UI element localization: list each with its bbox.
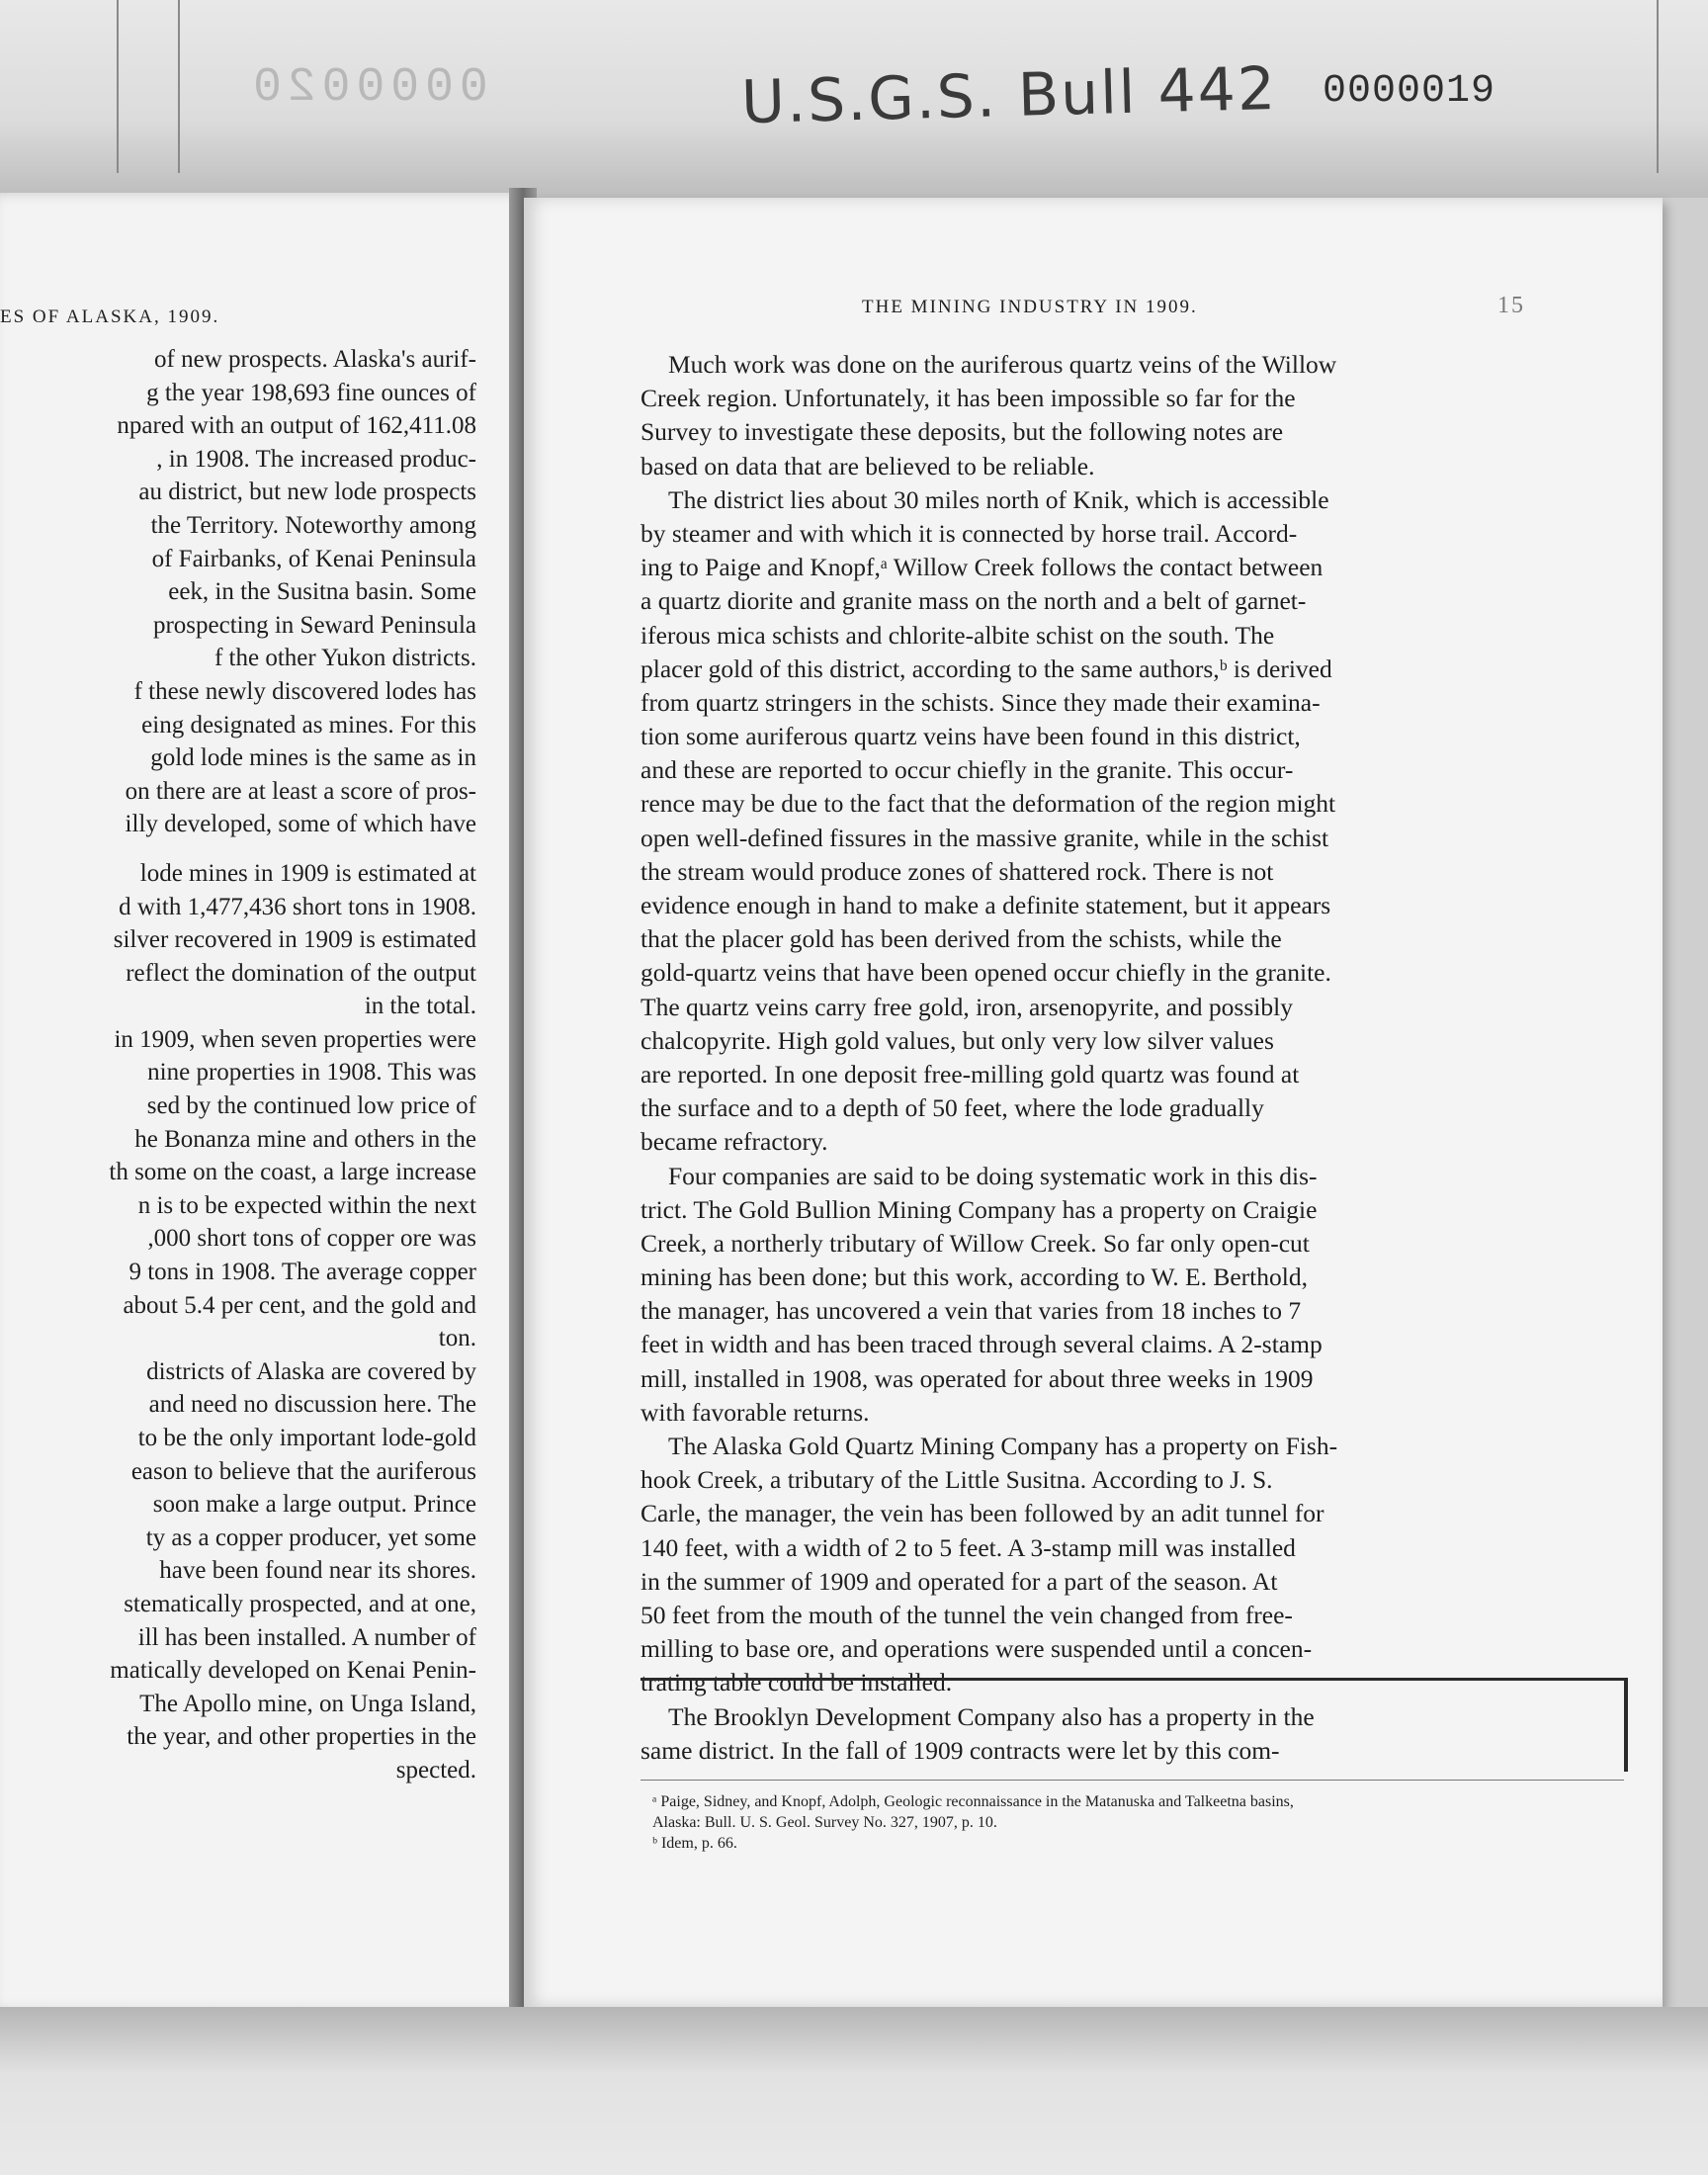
text-line: d with 1,477,436 short tons in 1908. [119,893,476,920]
stamp-number: 0000019 [1323,69,1496,114]
scan-edge-line [117,0,119,173]
scan-edge-line [178,0,180,173]
text-line: gold-quartz veins that have been opened occur chiefly in the granite. [640,958,1331,988]
text-line: placer gold of this district, according to the same authors,ᵇ is derived [640,653,1332,683]
text-line: and these are reported to occur chiefly in the granite. This occur- [640,755,1294,785]
text-line: same district. In the fall of 1909 contracts were let by this com- [640,1735,1280,1765]
text-line: in the total. [364,993,476,1020]
text-line: by steamer and with which it is connected by horse trail. Accord- [640,518,1298,548]
text-line: feet in width and has been traced through several claims. A 2-stamp [640,1330,1323,1359]
text-line: in 1909, when seven properties were [114,1025,476,1053]
text-line: mill, installed in 1908, was operated for about three weeks in 1909 [640,1363,1314,1393]
text-line: ill has been installed. A number of [137,1623,476,1651]
text-line: ing to Paige and Knopf,ᵃ Willow Creek follows the contact between [640,553,1324,582]
running-header-title: THE MINING INDUSTRY IN 1909. [862,297,1198,317]
handwritten-annotation: U.S.G.S. Bull 442 [740,53,1278,138]
text-line: are reported. In one deposit free-milling gold quartz was found at [640,1059,1300,1088]
text-line: of Fairbanks, of Kenai Peninsula [151,545,476,572]
left-page-text [0,343,534,1787]
text-line: ty as a copper producer, yet some [145,1523,476,1551]
text-line: illy developed, some of which have [125,811,476,838]
text-line: Survey to investigate these deposits, but the following notes are [640,417,1284,447]
text-line: prospecting in Seward Peninsula [152,611,476,639]
text-line: chalcopyrite. High gold values, but only very low silver values [640,1025,1274,1055]
text-line: n is to be expected within the next [137,1191,476,1219]
scan-edge-line [1657,0,1659,173]
page-number: 15 [1497,293,1525,318]
text-line: Creek, a northerly tributary of Willow Creek. So far only open-cut [640,1228,1310,1258]
text-line: the surface and to a depth of 50 feet, where the lode gradually [640,1093,1264,1123]
text-line: 50 feet from the mouth of the tunnel the vein changed from free- [640,1600,1293,1629]
text-line: rence may be due to the fact that the deformation of the region might [640,789,1336,819]
text-line: f the other Yukon districts. [214,645,476,672]
text-line: 9 tons in 1908. The average copper [128,1259,476,1286]
right-page [524,198,1663,2007]
footnote-line: Alaska: Bull. U. S. Geol. Survey No. 327, 1907, p. 10. [652,1814,997,1831]
text-line: The Brooklyn Development Company also has a property in the [668,1701,1315,1731]
text-line: The Alaska Gold Quartz Mining Company has a property on Fish- [668,1432,1338,1460]
text-line: based on data that are believed to be reliable. [640,451,1095,480]
text-line [0,841,534,857]
text-line: npared with an output of 162,411.08 [117,412,476,440]
text-line: The quartz veins carry free gold, iron, arsenopyrite, and possibly [640,992,1293,1021]
left-page [0,193,534,2012]
text-line: milling to base ore, and operations were suspended until a concen- [640,1634,1313,1664]
text-line: open well-defined fissures in the massive granite, while in the schist [640,823,1329,852]
text-line: spected. [395,1756,476,1784]
text-line: eing designated as mines. For this [141,711,476,739]
text-line: evidence enough in hand to make a definite statement, but it appears [640,891,1331,919]
text-line: , in 1908. The increased produc- [156,445,476,473]
text-line: became refractory. [640,1127,828,1157]
text-line: have been found near its shores. [159,1557,476,1585]
text-line: ton. [438,1325,476,1352]
left-running-header: ES OF ALASKA, 1909. [0,306,220,327]
text-line: iferous mica schists and chlorite-albite schist on the south. The [640,620,1275,650]
text-line: reflect the domination of the output [126,959,476,987]
text-line: trating table could be installed. [640,1668,953,1697]
footnote-line: ᵃ Paige, Sidney, and Knopf, Adolph, Geologic reconnaissance in the Matanuska and Talkeetna basins, [652,1793,1294,1810]
text-line: th some on the coast, a large increase [109,1159,476,1186]
text-line: sed by the continued low price of [146,1092,476,1120]
footnote-line: ᵇ Idem, p. 66. [652,1835,737,1852]
text-line: gold lode mines is the same as in [150,744,476,772]
text-line: hook Creek, a tributary of the Little Susitna. According to J. S. [640,1465,1273,1495]
text-line: trict. The Gold Bullion Mining Company has a property on Craigie [640,1194,1318,1224]
text-line: and need no discussion here. The [148,1391,476,1419]
text-line: ,000 short tons of copper ore was [147,1225,476,1253]
text-line: The Apollo mine, on Unga Island, [139,1690,476,1717]
text-line: that the placer gold has been derived from the schists, while the [640,924,1282,954]
text-line: mining has been done; but this work, according to W. E. Berthold, [640,1262,1308,1292]
text-line: 140 feet, with a width of 2 to 5 feet. A 3-stamp mill was installed [640,1532,1296,1562]
text-line: Much work was done on the auriferous quartz veins of the Willow [668,350,1337,379]
text-line: soon make a large output. Prince [152,1491,476,1519]
text-line: about 5.4 per cent, and the gold and [123,1291,476,1319]
text-line: eek, in the Susitna basin. Some [168,578,476,606]
footnotes [652,1791,1631,1854]
text-line: Four companies are said to be doing systematic work in this dis- [668,1161,1318,1190]
text-line: to be the only important lode-gold [137,1425,476,1451]
text-line: the year, and other properties in the [127,1723,476,1751]
text-line: lode mines in 1909 is estimated at [139,859,476,887]
text-line: the manager, has uncovered a vein that varies from 18 inches to 7 [640,1296,1302,1326]
text-line: he Bonanza mine and others in the [134,1125,476,1153]
text-line: nine properties in 1908. This was [147,1059,476,1087]
text-line: in the summer of 1909 and operated for a part of the season. At [640,1566,1278,1596]
text-line: Carle, the manager, the vein has been followed by an adit tunnel for [640,1499,1324,1528]
footnote-rule [640,1780,1624,1781]
text-line: stematically prospected, and at one, [124,1590,476,1617]
text-line: with favorable returns. [640,1397,870,1427]
text-line: the Territory. Noteworthy among [150,511,476,539]
text-line: matically developed on Kenai Penin- [110,1657,476,1685]
text-line: The district lies about 30 miles north of Knik, which is accessible [668,484,1329,514]
text-line: the stream would produce zones of shattered rock. There is not [640,856,1274,886]
text-line: silver recovered in 1909 is estimated [113,926,476,954]
text-line: districts of Alaska are covered by [146,1357,476,1385]
text-line: a quartz diorite and granite mass on the north and a belt of garnet- [640,586,1307,616]
text-line: g the year 198,693 fine ounces of [146,379,476,406]
text-line: of new prospects. Alaska's aurif- [154,346,476,373]
scan-background-bottom [0,2007,1708,2175]
right-page-text [640,348,1635,1768]
text-line: au district, but new lode prospects [138,478,476,506]
text-line: from quartz stringers in the schists. Since they made their examina- [640,687,1321,717]
text-line: tion some auriferous quartz veins have been found in this district, [640,722,1301,751]
text-line: on there are at least a score of pros- [125,777,476,805]
text-line: f these newly discovered lodes has [133,677,476,705]
text-line: eason to believe that the auriferous [130,1457,476,1485]
bleed-through-number: 0000020 [247,61,488,115]
text-line: Creek region. Unfortunately, it has been impossible so far for the [640,384,1296,413]
